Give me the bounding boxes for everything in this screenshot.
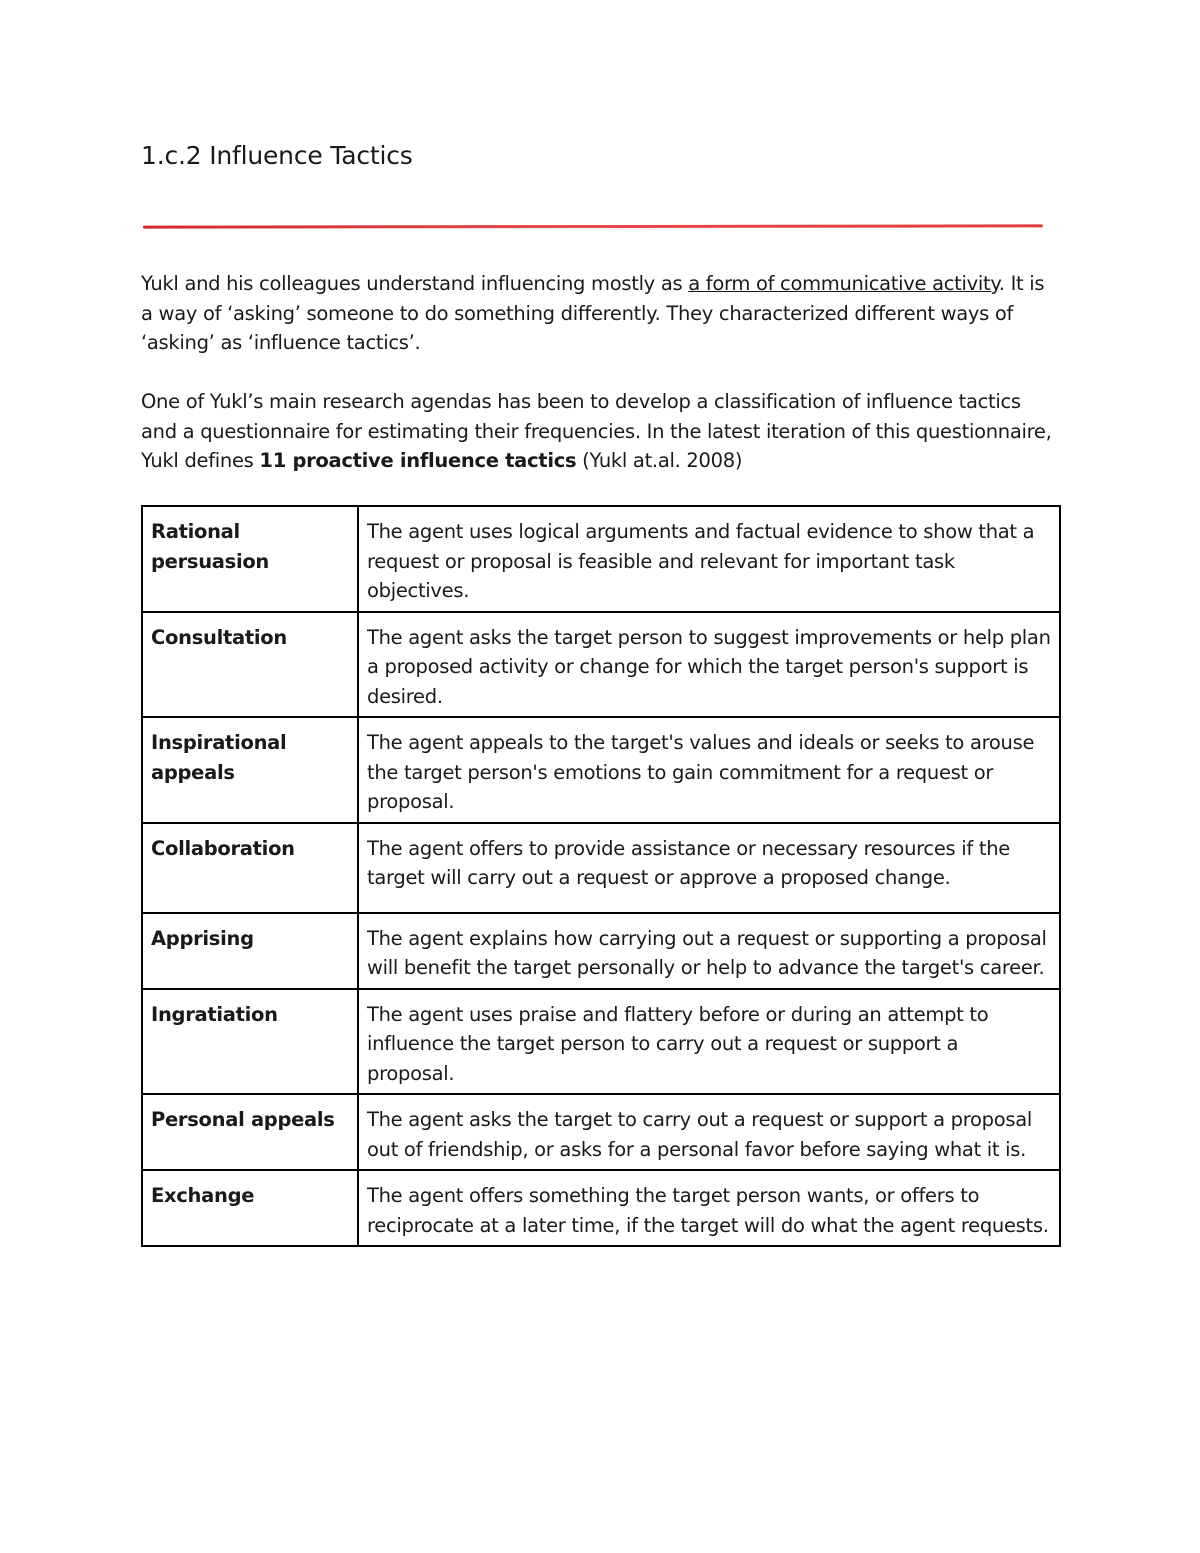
communicative-activity-link[interactable]: a form of communicative activity: [688, 272, 999, 295]
table-row: [142, 612, 1060, 718]
table-row: [142, 1170, 1060, 1246]
page-title: 1.c.2 Influence Tactics: [141, 141, 413, 170]
table-row: [142, 1094, 1060, 1170]
research-text-end: (Yukl at.al. 2008): [576, 449, 743, 472]
tactic-name: Rational persuasion: [142, 506, 358, 612]
tactic-description: The agent uses praise and flattery before or during an attempt to influence the target person to carry out a request or support a proposal.: [358, 989, 1060, 1095]
tactic-name: Collaboration: [142, 823, 358, 913]
tactic-description: The agent asks the target to carry out a request or support a proposal out of friendship, or asks for a personal favor before saying what it is.: [358, 1094, 1060, 1170]
tactic-description: The agent offers something the target person wants, or offers to reciprocate at a later time, if the target will do what the agent requests.: [358, 1170, 1060, 1246]
influence-tactics-table: [141, 505, 1061, 1247]
tactic-description: The agent offers to provide assistance or necessary resources if the target will carry out a request or approve a proposed change.: [358, 823, 1060, 913]
tactic-description: The agent appeals to the target's values and ideals or seeks to arouse the target person's emotions to gain commitment for a request or proposal.: [358, 717, 1060, 823]
tactic-description: The agent asks the target person to suggest improvements or help plan a proposed activity or change for which the target person's support is desired.: [358, 612, 1060, 718]
table-row: [142, 823, 1060, 913]
tactic-name: Consultation: [142, 612, 358, 718]
table-row: [142, 913, 1060, 989]
tactic-name: Inspirational appeals: [142, 717, 358, 823]
table-row: [142, 506, 1060, 612]
intro-text-end: . It is a way of ‘asking’ someone to do something differently. They characterized different ways of ‘asking’ as ‘influence tactics’.: [141, 272, 1045, 354]
table-row: [142, 989, 1060, 1095]
table-row: [142, 717, 1060, 823]
tactic-name: Personal appeals: [142, 1094, 358, 1170]
tactic-description: The agent uses logical arguments and factual evidence to show that a request or proposal is feasible and relevant for important task objectives.: [358, 506, 1060, 612]
tactic-name: Ingratiation: [142, 989, 358, 1095]
tactic-description: The agent explains how carrying out a request or supporting a proposal will benefit the target personally or help to advance the target's career.: [358, 913, 1060, 989]
intro-paragraph: [141, 269, 1061, 358]
research-text-start: One of Yukl’s main research agendas has been to develop a classification of influence tactics and a questionnaire for estimating their frequencies. In the latest iteration of this questionnaire, Yukl defines: [141, 390, 1052, 472]
tactic-name: Exchange: [142, 1170, 358, 1246]
research-paragraph: [141, 387, 1061, 476]
intro-text-start: Yukl and his colleagues understand influencing mostly as: [141, 272, 689, 295]
title-divider: [143, 224, 1043, 228]
research-highlight: 11 proactive influence tactics: [259, 449, 577, 472]
tactic-name: Apprising: [142, 913, 358, 989]
